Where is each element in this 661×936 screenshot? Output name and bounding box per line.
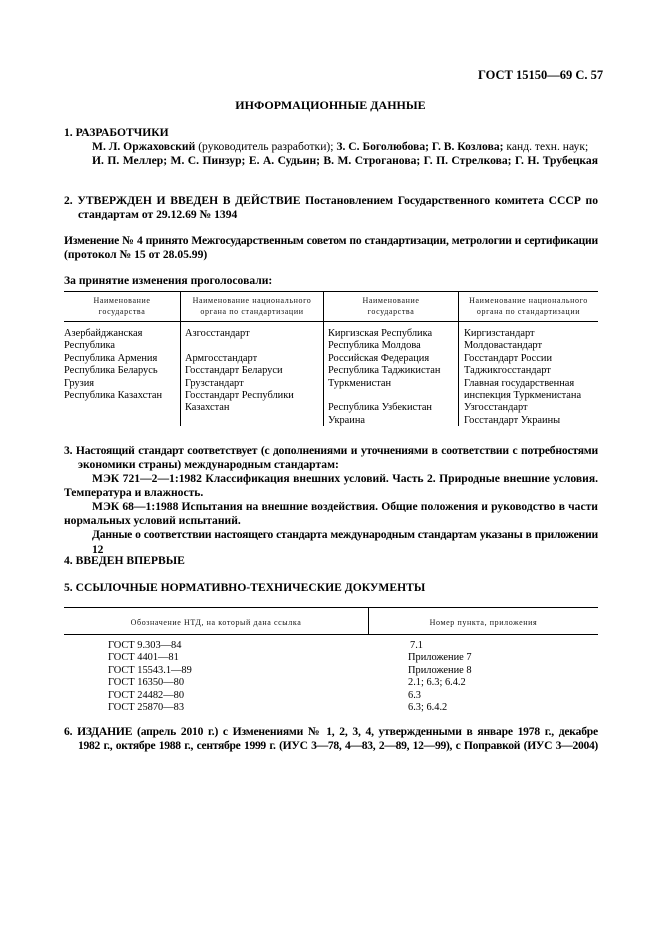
ntd-table-top-rule: [64, 607, 598, 608]
table-cell: Азгосстандарт: [185, 328, 250, 339]
table-row: 2.1; 6.3; 6.4.2: [408, 677, 466, 689]
table-row: 6.3; 6.4.2: [408, 702, 448, 714]
table-cell: Республика Армения: [64, 352, 158, 364]
voted-header-state: Наименование государства: [362, 296, 420, 316]
voted-col-bodies-2: [464, 328, 581, 427]
table-cell: Республика Узбекистан: [328, 402, 432, 414]
table-cell: Республика Таджикистан: [328, 365, 441, 377]
section3-line7: Данные о соответствии настоящего стандарта международным стандартам указаны в приложении 12: [92, 528, 598, 556]
section3-line1: 3. Настоящий стандарт соответствует (с дополнениями и уточнениями в соответствии с потребностями: [64, 444, 598, 457]
voted-table-header-rule: [64, 321, 598, 322]
section2-line1: 2. УТВЕРЖДЕН И ВВЕДЕН В ДЕЙСТВИЕ Постановлением Государственного комитета СССР по: [64, 194, 598, 207]
amendment-line2: (протокол № 15 от 28.05.99): [64, 248, 208, 261]
developers-group1: З. С. Боголюбова; Г. В. Козлова;: [336, 140, 504, 153]
ntd-doc-column: [108, 640, 192, 714]
ntd-header-ref: Номер пункта, приложения: [429, 618, 538, 627]
table-row: ГОСТ 25870—83: [108, 702, 185, 714]
table-cell: Грузия: [64, 377, 95, 389]
page-header-reference: ГОСТ 15150—69 С. 57: [478, 68, 604, 82]
table-row: Приложение 8: [408, 664, 472, 676]
section3-line3: МЭК 721—2—1:1982 Классификация внешних условий. Часть 2. Природные внешние условия.: [92, 472, 598, 485]
section3-line4: Температура и влажность.: [64, 486, 204, 499]
table-cell: Госстандарт Беларуси: [185, 365, 283, 377]
voted-header-state: Наименование государства: [93, 296, 151, 316]
table-row: 6.3: [408, 689, 421, 701]
table-cell: Молдовастандарт: [464, 340, 543, 352]
table-cell: [185, 340, 294, 352]
section4-heading: 4. ВВЕДЕН ВПЕРВЫЕ: [64, 554, 185, 567]
ntd-table-header-rule: [64, 634, 598, 635]
table-cell: Госстандарт Украины: [464, 414, 561, 426]
table-cell: Азербайджанская: [64, 328, 143, 339]
table-cell: [328, 390, 440, 402]
table-cell: Республика Казахстан: [64, 390, 163, 402]
table-cell: Госстандарт России: [464, 352, 553, 364]
table-cell: Российская Федерация: [328, 352, 430, 364]
ntd-ref-column: [408, 640, 472, 714]
document-title: ИНФОРМАЦИОННЫЕ ДАННЫЕ: [235, 98, 426, 112]
voted-col-states-1: [64, 328, 162, 402]
table-cell: Киргизская Республика: [328, 328, 433, 339]
developer-lead: М. Л. Оржаховский: [92, 140, 196, 153]
table-cell: Республика Молдова: [328, 340, 421, 352]
table-row: ГОСТ 4401—81: [108, 652, 179, 664]
voted-header-body: Наименование национального органа по стандартизации: [469, 296, 588, 316]
voted-table-top-rule: [64, 291, 598, 292]
developers-degree: канд. техн. наук;: [503, 140, 589, 153]
section5-heading: 5. ССЫЛОЧНЫЕ НОРМАТИВНО-ТЕХНИЧЕСКИЕ ДОКУМЕНТЫ: [64, 581, 426, 594]
voted-col-states-2: [328, 328, 440, 427]
table-cell: Таджикгосстандарт: [464, 365, 551, 377]
table-row: ГОСТ 9.303—84: [108, 640, 182, 651]
table-row: 7.1: [410, 640, 423, 651]
table-cell: Туркменистан: [328, 377, 392, 389]
developer-lead-role: (руководитель разработки);: [195, 140, 337, 153]
table-row: ГОСТ 24482—80: [108, 689, 185, 701]
voted-col-bodies-1: [185, 328, 294, 415]
table-cell: инспекция Туркменистана: [464, 390, 582, 402]
amendment-line1: Изменение № 4 принято Межгосударственным советом по стандартизации, метрологии и сертификации: [64, 234, 598, 247]
table-cell: Узгосстандарт: [464, 402, 528, 414]
table-cell: Киргизстандарт: [464, 328, 535, 339]
section3-line6: нормальных условий испытаний.: [64, 514, 241, 527]
section6-line1: 6. ИЗДАНИЕ (апрель 2010 г.) с Изменениями № 1, 2, 3, 4, утвержденными в январе 1978 г., декабре: [64, 725, 598, 738]
table-cell: Республика: [64, 340, 116, 352]
table-cell: Украина: [328, 414, 366, 426]
section2-line2: стандартам от 29.12.69 № 1394: [78, 208, 238, 221]
section1-heading: 1. РАЗРАБОТЧИКИ: [64, 126, 169, 139]
table-row: Приложение 7: [408, 652, 472, 664]
table-cell: Главная государственная: [464, 377, 575, 389]
voted-header-body: Наименование национального органа по стандартизации: [192, 296, 312, 316]
voted-label: За принятие изменения проголосовали:: [64, 274, 273, 287]
section1-line1: [92, 139, 588, 154]
section3-line5: МЭК 68—1:1988 Испытания на внешние воздействия. Общие положения и руководство в части: [92, 500, 598, 513]
ntd-header-doc: Обозначение НТД, на который дана ссылка: [130, 618, 302, 627]
table-cell: Грузстандарт: [185, 377, 244, 389]
table-cell: Госстандарт Республики: [185, 390, 294, 402]
section1-line2: И. П. Меллер; М. С. Пинзур; Е. А. Судьин; В. М. Строганова; Г. П. Стрелкова; Г. Н. Трубецкая: [92, 154, 598, 167]
table-cell: Армгосстандарт: [185, 352, 258, 364]
section3-line2: экономики страны) международным стандартам:: [78, 458, 339, 471]
table-row: ГОСТ 15543.1—89: [108, 664, 192, 676]
table-cell: Казахстан: [185, 402, 230, 414]
table-cell: Республика Беларусь: [64, 365, 158, 377]
table-row: ГОСТ 16350—80: [108, 677, 185, 689]
section6-line2: 1982 г., октябре 1988 г., сентябре 1999 г. (ИУС 3—78, 4—83, 2—89, 12—99), с Поправкой (ИУС 3—2004): [78, 739, 598, 752]
